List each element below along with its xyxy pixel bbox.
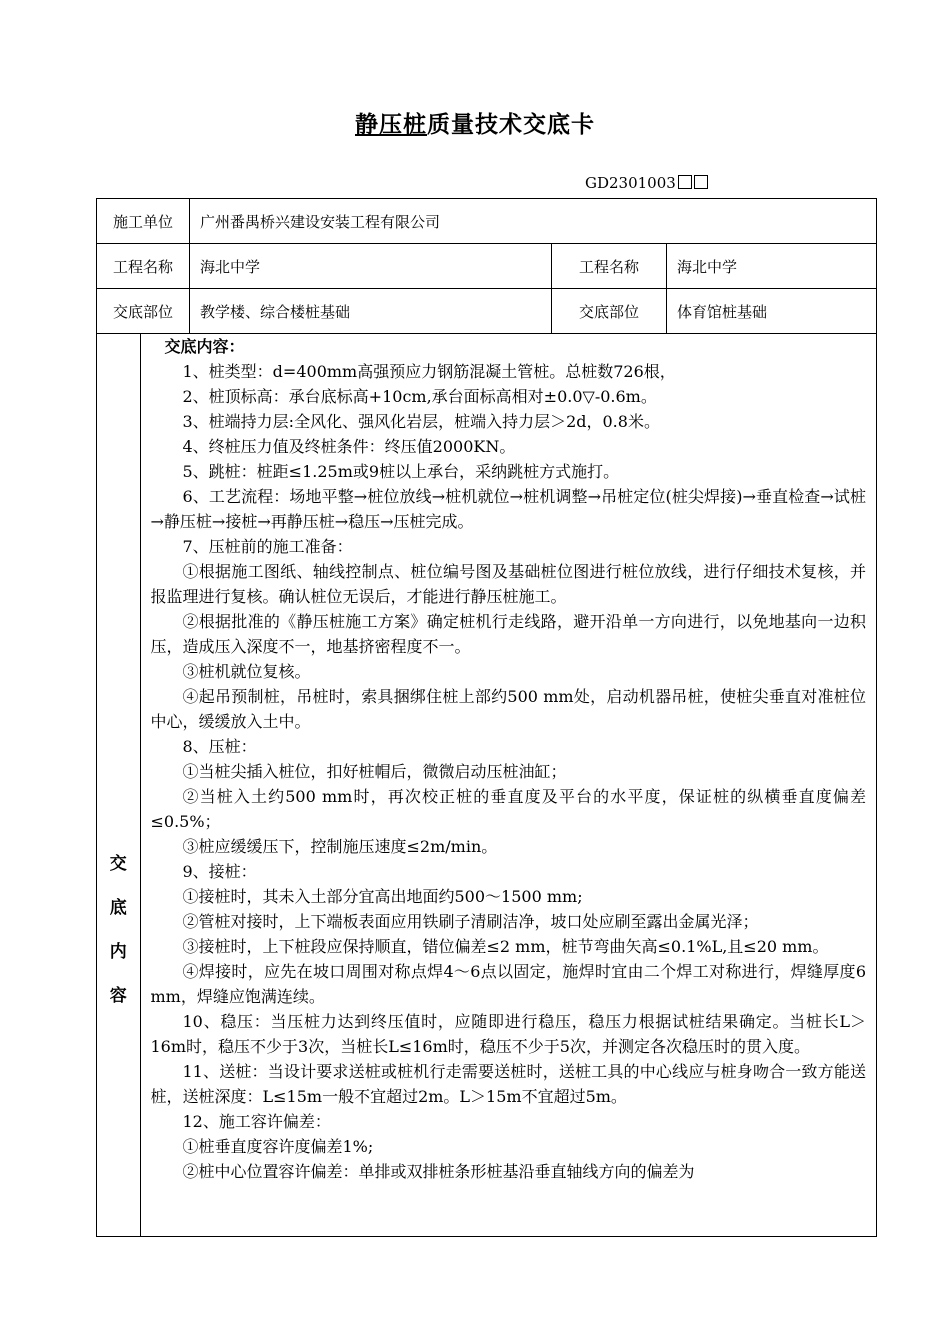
content-paragraph: 8、压桩： bbox=[182, 737, 257, 756]
content-paragraph: ③接桩时，上下桩段应保持顺直，错位偏差≤2 mm，桩节弯曲矢高≤0.1%L,且≤20 mm。 bbox=[182, 937, 829, 956]
content-paragraph: 2、桩顶标高：承台底标高+10cm,承台面标高相对±0.0▽-0.6m。 bbox=[182, 387, 657, 406]
project-name-label-2: 工程名称 bbox=[552, 244, 667, 289]
content-paragraph: ①接桩时，其未入土部分宜高出地面约500～1500 mm; bbox=[182, 887, 583, 906]
content-paragraph: ①桩垂直度容许度偏差1%; bbox=[182, 1137, 374, 1156]
handover-part-value-2: 体育馆桩基础 bbox=[667, 289, 877, 334]
content-paragraph: 1、桩类型：d=400mm高强预应力钢筋混凝土管桩。总桩数726根， bbox=[182, 362, 676, 381]
content-paragraph: ①根据施工图纸、轴线控制点、桩位编号图及基础桩位图进行桩位放线，进行仔细技术复核，并报监理进行复核。确认桩位无误后，才能进行静压桩施工。 bbox=[150, 562, 867, 606]
project-name-label: 工程名称 bbox=[97, 244, 190, 289]
title-rest: 质量技术交底卡 bbox=[427, 111, 595, 138]
side-char: 底 bbox=[109, 898, 127, 918]
handover-part-label-2: 交底部位 bbox=[552, 289, 667, 334]
document-number bbox=[585, 174, 708, 192]
content-paragraph: 3、桩端持力层:全风化、强风化岩层，桩端入持力层＞2d，0.8米。 bbox=[182, 412, 660, 431]
content-paragraph: 12、施工容许偏差： bbox=[182, 1112, 331, 1131]
content-side-label bbox=[97, 334, 140, 1236]
content-paragraph: ①当桩尖插入桩位，扣好桩帽后，微微启动压桩油缸； bbox=[182, 762, 567, 781]
row-project-name bbox=[97, 244, 877, 289]
project-name-value: 海北中学 bbox=[190, 244, 552, 289]
content-paragraph: 7、压桩前的施工准备： bbox=[182, 537, 353, 556]
content-heading: 交底内容： bbox=[164, 337, 245, 356]
content-paragraph: 4、终桩压力值及终桩条件：终压值2000KN。 bbox=[182, 437, 516, 456]
row-handover-part bbox=[97, 289, 877, 334]
side-char: 容 bbox=[109, 986, 127, 1006]
side-char: 交 bbox=[109, 854, 127, 874]
project-name-value-2: 海北中学 bbox=[667, 244, 877, 289]
content-paragraph: ③桩应缓缓压下，控制施压速度≤2m/min。 bbox=[182, 837, 498, 856]
content-paragraph: ④起吊预制桩，吊桩时，索具捆绑住桩上部约500 mm处，启动机器吊桩，使桩尖垂直对准桩位中心，缓缓放入土中。 bbox=[150, 687, 867, 731]
content-paragraph: 10、稳压：当压桩力达到终压值时，应随即进行稳压，稳压力根据试桩结果确定。当桩长L＞16m时，稳压不少于3次，当桩长L≤16m时，稳压不少于5次，并测定各次稳压时的贯入度。 bbox=[150, 1012, 867, 1056]
content-paragraph: ②根据批准的《静压桩施工方案》确定桩机行走线路，避开沿单一方向进行，以免地基向一边积压，造成压入深度不一，地基挤密程度不一。 bbox=[150, 612, 867, 656]
row-construction-unit bbox=[97, 199, 877, 244]
content-paragraph: 9、接桩： bbox=[182, 862, 257, 881]
content-paragraph: ②当桩入土约500 mm时，再次校正桩的垂直度及平台的水平度，保证桩的纵横垂直度偏差≤0.5%； bbox=[150, 787, 867, 831]
row-handover-content bbox=[97, 334, 877, 1237]
content-paragraph: ④焊接时，应先在坡口周围对称点焊4～6点以固定，施焊时宜由二个焊工对称进行，焊缝厚度6 mm，焊缝应饱满连续。 bbox=[150, 962, 867, 1006]
content-body bbox=[140, 334, 876, 1236]
checkbox-icon bbox=[678, 175, 692, 189]
content-paragraph: ③桩机就位复核。 bbox=[182, 662, 311, 681]
handover-form-table bbox=[96, 198, 877, 1237]
handover-part-label: 交底部位 bbox=[97, 289, 190, 334]
document-title bbox=[0, 106, 950, 139]
checkbox-icon bbox=[694, 175, 708, 189]
document-number-text: GD2301003 bbox=[585, 174, 676, 192]
content-paragraph: 11、送桩：当设计要求送桩或桩机行走需要送桩时，送桩工具的中心线应与桩身吻合一致方能送桩，送桩深度：L≤15m一般不宜超过2m。L＞15m不宜超过5m。 bbox=[150, 1062, 867, 1106]
content-paragraph: 5、跳桩：桩距≤1.25m或9桩以上承台，采纳跳桩方式施打。 bbox=[182, 462, 620, 481]
content-paragraph: 6、工艺流程：场地平整→桩位放线→桩机就位→桩机调整→吊桩定位(桩尖焊接)→垂直检查→试桩→静压桩→接桩→再静压桩→稳压→压桩完成。 bbox=[150, 487, 867, 531]
side-char: 内 bbox=[109, 942, 127, 962]
content-paragraph: ②桩中心位置容许偏差：单排或双排桩条形桩基沿垂直轴线方向的偏差为 bbox=[182, 1162, 695, 1181]
handover-part-value: 教学楼、综合楼桩基础 bbox=[190, 289, 552, 334]
construction-unit-value: 广州番禺桥兴建设安装工程有限公司 bbox=[190, 199, 877, 244]
construction-unit-label: 施工单位 bbox=[97, 199, 190, 244]
content-paragraph: ②管桩对接时，上下端板表面应用铁刷子清刷洁净，坡口处应刷至露出金属光泽； bbox=[182, 912, 759, 931]
title-underlined: 静压桩 bbox=[355, 111, 427, 138]
